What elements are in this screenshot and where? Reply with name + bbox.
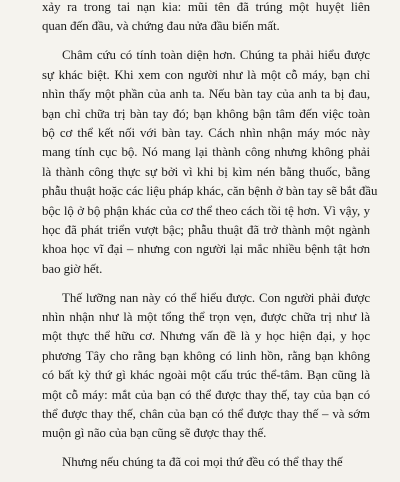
paragraph-2 (42, 46, 378, 279)
text-line: nhìn nhận như là một tổng thể trọn vẹn, được chữa trị như là (42, 310, 370, 325)
page-body (42, 0, 378, 482)
text-line: một thực thể hữu cơ. Nhưng vấn đề là y học hiện đại, y học (42, 329, 370, 344)
paragraph-1 (42, 0, 370, 37)
text-line: khoa học vĩ đại – nhưng con người lại mắc nhiều bệnh tật hơn (42, 242, 370, 257)
paragraph-3 (42, 289, 370, 444)
text-line: học đã phát triển vượt bậc; phẫu thuật đã trở thành một ngành (42, 222, 370, 237)
text-line: bộ cơ thể kết nối với bàn tay. Cách nhìn nhận máy móc này (42, 125, 370, 140)
text-line: bao giờ hết. (42, 261, 103, 276)
text-line: phẫu thuật hoặc các liệu pháp khác, căn bệnh ở bàn tay sẽ bắt đầu (42, 184, 378, 199)
text-line: nhìn thấy một phần của anh ta. Nếu bàn tay của anh ta bị đau, (42, 87, 370, 102)
text-line: bộc lộ ở bộ phận khác của cơ thể theo cách tồi tệ hơn. Vì vậy, y (42, 203, 370, 218)
text-line: Thế lưỡng nan này có thể hiểu được. Con người phải được (62, 290, 370, 305)
text-line: phương Tây cho rằng bạn không có linh hồn, rằng bạn không (42, 348, 370, 363)
text-line: là thành công thực sự bởi vì khi bị kìm nén bằng thuốc, bằng (42, 164, 370, 179)
text-line: mang tính cục bộ. Nó mang lại thành công nhưng không phải (42, 145, 370, 160)
text-line: Châm cứu có tính toàn diện hơn. Chúng ta phải hiểu được (62, 48, 370, 63)
text-line: một cỗ máy: mắt của bạn có thể được thay thế, tay của bạn có (42, 387, 370, 402)
text-line: quan đến đầu, và chứng đau nửa đầu biến mất. (42, 19, 280, 34)
text-line: sự khác biệt. Khi xem con người như là một cỗ máy, bạn chỉ (42, 67, 370, 82)
text-line: xảy ra trong tai nạn kia: mũi tên đã trúng một huyệt liên (42, 0, 370, 14)
text-line: Nhưng nếu chúng ta đã coi mọi thứ đều có thể thay thế (62, 455, 343, 470)
text-line: bạn chỉ chữa trị bàn tay đó; bạn không bận tâm đến việc toàn (42, 106, 370, 121)
text-line: có bất kỳ thứ gì khác ngoài một cấu trúc thể-tâm. Bạn cũng là (42, 368, 370, 383)
paragraph-4 (42, 453, 370, 472)
text-line: thể được thay thế, chân của bạn có thể được thay thế – và sớm (42, 407, 370, 421)
text-line: muộn gì não của bạn cũng sẽ được thay thế. (42, 426, 267, 441)
